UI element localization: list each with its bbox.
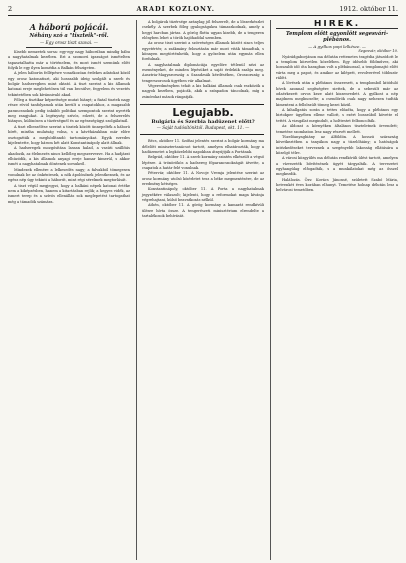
paragraph: Athén, október 11. A görög kormány a kamarát rendkívüli ülésre hívta össze. A tengerészeti minisztérium elrendelte a tartalékosok behívását. <box>142 203 264 218</box>
paragraph: Halálozás. Özv. Kovács Jánosné, született Szabó Mária, hetvenkét éves korában elhunyt. Temetése holnap délután lesz a belvárosi temetőben. <box>276 177 398 193</box>
paragraph: Tüzelőanyaghiány az Alföldön. A hosszú szárazság következtében a tanyákon nagy a tüzelőhiány; a hatóságok intézkedéseket terveznek a szegényebb lakosság ellátására a közelgő télre. <box>276 134 398 155</box>
masthead <box>8 5 398 16</box>
paragraph: Mindezek ellenére a lelkesedés nagy; a falvakból tömegesen vonulnak be az önkéntesek, a nők ápolónőnek jelentkeznek, és az egész nép úgy tekinti a háborút, mint régi sérelmek megtorlását. <box>8 167 130 183</box>
paragraph: A lövések után a plébános összeesett, a templomból kitóduló hívek azonnal segítségére siettek, de a sebesült már az odaérkezett orvos keze alatt kiszenvedett. A gyilkost a nép majdnem meglincselte; a csendőrök csak nagy nehezen tudták kimenteni a felbőszült tömeg kezei közül. <box>276 81 398 107</box>
paragraph: A bolgárok tüzérsége aránylag jól felszerelt, de a lőszerkészlet csekély. A szerbek főleg gyalogságukra támaszkodnak, amely a hegyi harcban jártas. A görög flotta ugyan kisebb, de a tengeren előnyben lehet a török hajóhaddal szemben. <box>142 20 264 41</box>
news-byline: — A gyilkos papi lelkésze. — <box>308 44 366 50</box>
latest-news-headline: Legujabb. <box>172 106 234 120</box>
paragraph: A kihallgatás során a tettes előadta, hogy a plébános egy birtokper ügyében ellene vallott, s ezért bosszúból követte el tettét. A vizsgálat megindult, a holttestet felboncolták. <box>276 108 398 123</box>
paragraph: Belgrád, október 11. A szerb kormány szintén elkészült a végső lépésre. A trónörökös a hadsereg főparancsnokságát átvette, a csapatok a határ felé vonulnak. <box>142 155 264 170</box>
news-headline: Templom előtt agyonlőtt segesvári-plébános. <box>285 31 389 44</box>
paragraph: Az áldozat a környéken általános tiszteletnek örvendett; temetése szombaton lesz nagy részvét mellett. <box>276 124 398 134</box>
paragraph: Bécs, október 11. Szófiai jelentés szerint a bolgár kormány ma délelőtt minisztertanácsot tartott, amelyen elhatározták, hogy a hadüzenetet a legközelebbi napokban átnyújtják a Portának. <box>142 139 264 154</box>
paragraph: A tiszt végül megjegyzi, hogy a balkáni népek katonai értéke nem a kiképzésben, hanem a kitartásban rejlik; a hegyes vidék, az ismert terep és a szívós ellenállás sok meglepetést tartogathat még a támadók számára. <box>8 183 130 204</box>
paragraph: A tiszt elbeszélése szerint a tisztek között ünnepelték a háború hírét, mintha mulatság volna, s a kávéházakban már előre osztogatták a meghódítandó tartományokat. Egyik ezredes kijelentette, hogy három hét alatt Konstantinápoly alatt állnak. <box>8 124 130 145</box>
news-section-title: HÍREK. <box>276 22 398 29</box>
paragraph: Főleg a tisztikar képzettsége mutat hiányt; a fiatal tisztek nagy része rövid tanfolyamok után került a csapatokhoz, a magasabb parancsnokok pedig inkább politikai szempontok szerint nyerték meg rangjukat. A legénység szívós, edzett, de a felszerelés hiányos, különösen a tüzérségnél és az egészségügyi szolgálatnál. <box>8 98 130 124</box>
paper-name: ARADI KOZLONY. <box>136 5 216 13</box>
columns <box>8 20 398 560</box>
news-dateline: Segesvár, október 10. <box>358 49 398 54</box>
article-headline: A háború pojácái. <box>29 22 109 32</box>
divider <box>26 47 112 48</box>
article-subheadline: Néhány szó a "tiszteik"-ről. <box>29 33 109 39</box>
issue-date: 1912. október 11. <box>339 5 398 13</box>
latest-news-box <box>140 104 264 135</box>
latest-news-byline: — Saját tudósítónktól. Budapest, okt. 11. — <box>156 125 250 131</box>
paragraph: Az orosz tiszt szerint a szövetséges államok között sincs teljes egyetértés; a zsákmány felosztásán már most viták támadtak, s könnyen megtörténhetik, hogy a győzelem után egymás ellen fordulnak. <box>142 41 264 62</box>
paragraph: Nyárádgaborjánon ma délután rettenetes tragédia játszódott le a templom közvetlen közelében. Egy idősebb földműves, aki hosszabb idő óta haragban volt a plébánossal, a templomajtó előtt várta meg a papot, és amikor az kilépett, revolverével többször rálőtt. <box>276 54 398 81</box>
paragraph: Pétervár, október 11. A Novoje Vremja jelentése szerint az orosz kormány utolsó kísérletet tesz a béke megmentésére, de az eredmény kétséges. <box>142 171 264 186</box>
column-2 <box>136 20 264 560</box>
paragraph: Kisebb nemzetek sorsa: egy-egy nagy háborúban mindig bábu a nagyhatalmak kezében. Ezt a szomorú igazságot ismételten tapasztalhatta már a történelem, és most ismét szemünk előtt folyik le egy ilyen komédia a Balkán félszigeten. <box>8 50 130 71</box>
page-number: 2 <box>8 5 13 13</box>
paragraph: A nagyhatalmak diplomáciája egyelőre tétlenül nézi az eseményeket, de minden lépésüket a saját érdekük szabja meg. Ausztria-Magyarország a Szandzsák kérdésében, Oroszország a tengerszorosok ügyében vár alkalmat. <box>142 62 264 83</box>
latest-news-subheadline: Bulgária és Szerbia hadüzenet előtt? <box>151 119 255 126</box>
paragraph: A városi közgyűlés ma délután rendkívüli ülést tartott, amelyen a vízvezeték bővítésének ügyét tárgyalták. A tervezetet egyhangúlag elfogadták, s a munkálatokat még az ősszel megkezdik. <box>276 156 398 177</box>
paragraph: Konstantinápoly, október 11. A Porta a nagyhatalmak jegyzékére válaszolt; kijelenti, hogy a reformokat maga kívánja végrehajtani, külső beavatkozás nélkül. <box>142 187 264 202</box>
article-byline: — Egy orosz tiszt szavai. — <box>40 40 98 45</box>
column-1 <box>8 20 130 560</box>
paragraph: A hadseregek mozgósítása lassan halad, a vasúti szállítás akadozik, az élelmezés nincs kellőleg megszervezve. Ha a hadjárat elhúzódik, a kis államok anyagi ereje hamar kimerül, s akkor ismét a nagyhatalmak döntenek sorsukról. <box>8 146 130 167</box>
paragraph: A jelen háborús fellépésre vonatkozóan érdekes adatokat közöl egy orosz katonatiszt, aki hosszabb ideig szolgált a szerb és bolgár hadseregben mint oktató. A tiszt szerint a kis államok katonai ereje meglehetősen túl van becsülve, fegyelem és vezetés tekintetében sok kívánnivaló akad. <box>8 71 130 97</box>
column-3 <box>270 20 398 560</box>
paragraph: Végeredményben tehát a kis balkáni államok csak eszközök a nagyok kezében, pojácák, akik a színpadon táncolnak, míg a zsinórokat mások rángatják. <box>142 84 264 99</box>
